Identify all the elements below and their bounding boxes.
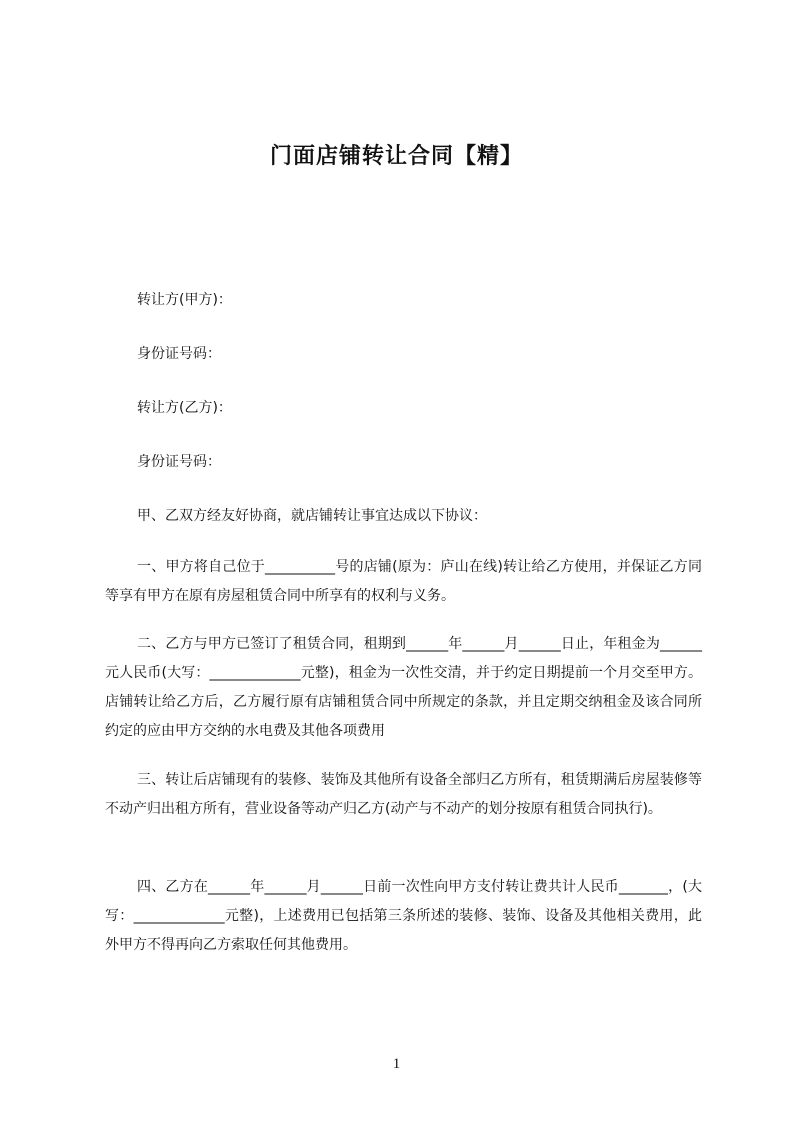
intro-paragraph: 甲、乙双方经友好协商，就店铺转让事宜达成以下协议： [137, 508, 487, 524]
party-b-field: 转让方(乙方)： [137, 400, 232, 416]
clause-2: 二、乙方与甲方已签订了租赁合同，租期到______年______月______日止，年租金为______元人民币(大写：_____________元整)，租金为一次性交清，并于约定日期提前一个月交至甲方。店铺转让给乙方后，乙方履行原有店铺租赁合同中所规定的条款，并且定期交纳租金及该合同所约定的应由甲方交纳的水电费及其他各项费用 [105, 636, 702, 739]
party-a-field: 转让方(甲方)： [137, 292, 232, 308]
clause-3: 三、转让后店铺现有的装修、装饰及其他所有设备全部归乙方所有，租赁期满后房屋装修等不动产归出租方所有，营业设备等动产归乙方(动产与不动产的划分按原有租赁合同执行)。 [105, 772, 702, 817]
party-b-id-field: 身份证号码： [137, 454, 221, 470]
clause-1: 一、甲方将自己位于__________号的店铺(原为：庐山在线)转让给乙方使用，并保证乙方同等享有甲方在原有房屋租赁合同中所享有的权利与义务。 [105, 559, 702, 604]
party-a-id-field: 身份证号码： [137, 346, 221, 362]
page-number: 1 [392, 1056, 401, 1072]
clause-4: 四、乙方在______年______月______日前一次性向甲方支付转让费共计人民币_______，(大写：_____________元整)，上述费用已包括第三条所述的装修、装饰、设备及其他相关费用，此外甲方不得再向乙方索取任何其他费用。 [105, 879, 702, 953]
document-title: 门面店铺转让合同【精】 [269, 144, 523, 169]
